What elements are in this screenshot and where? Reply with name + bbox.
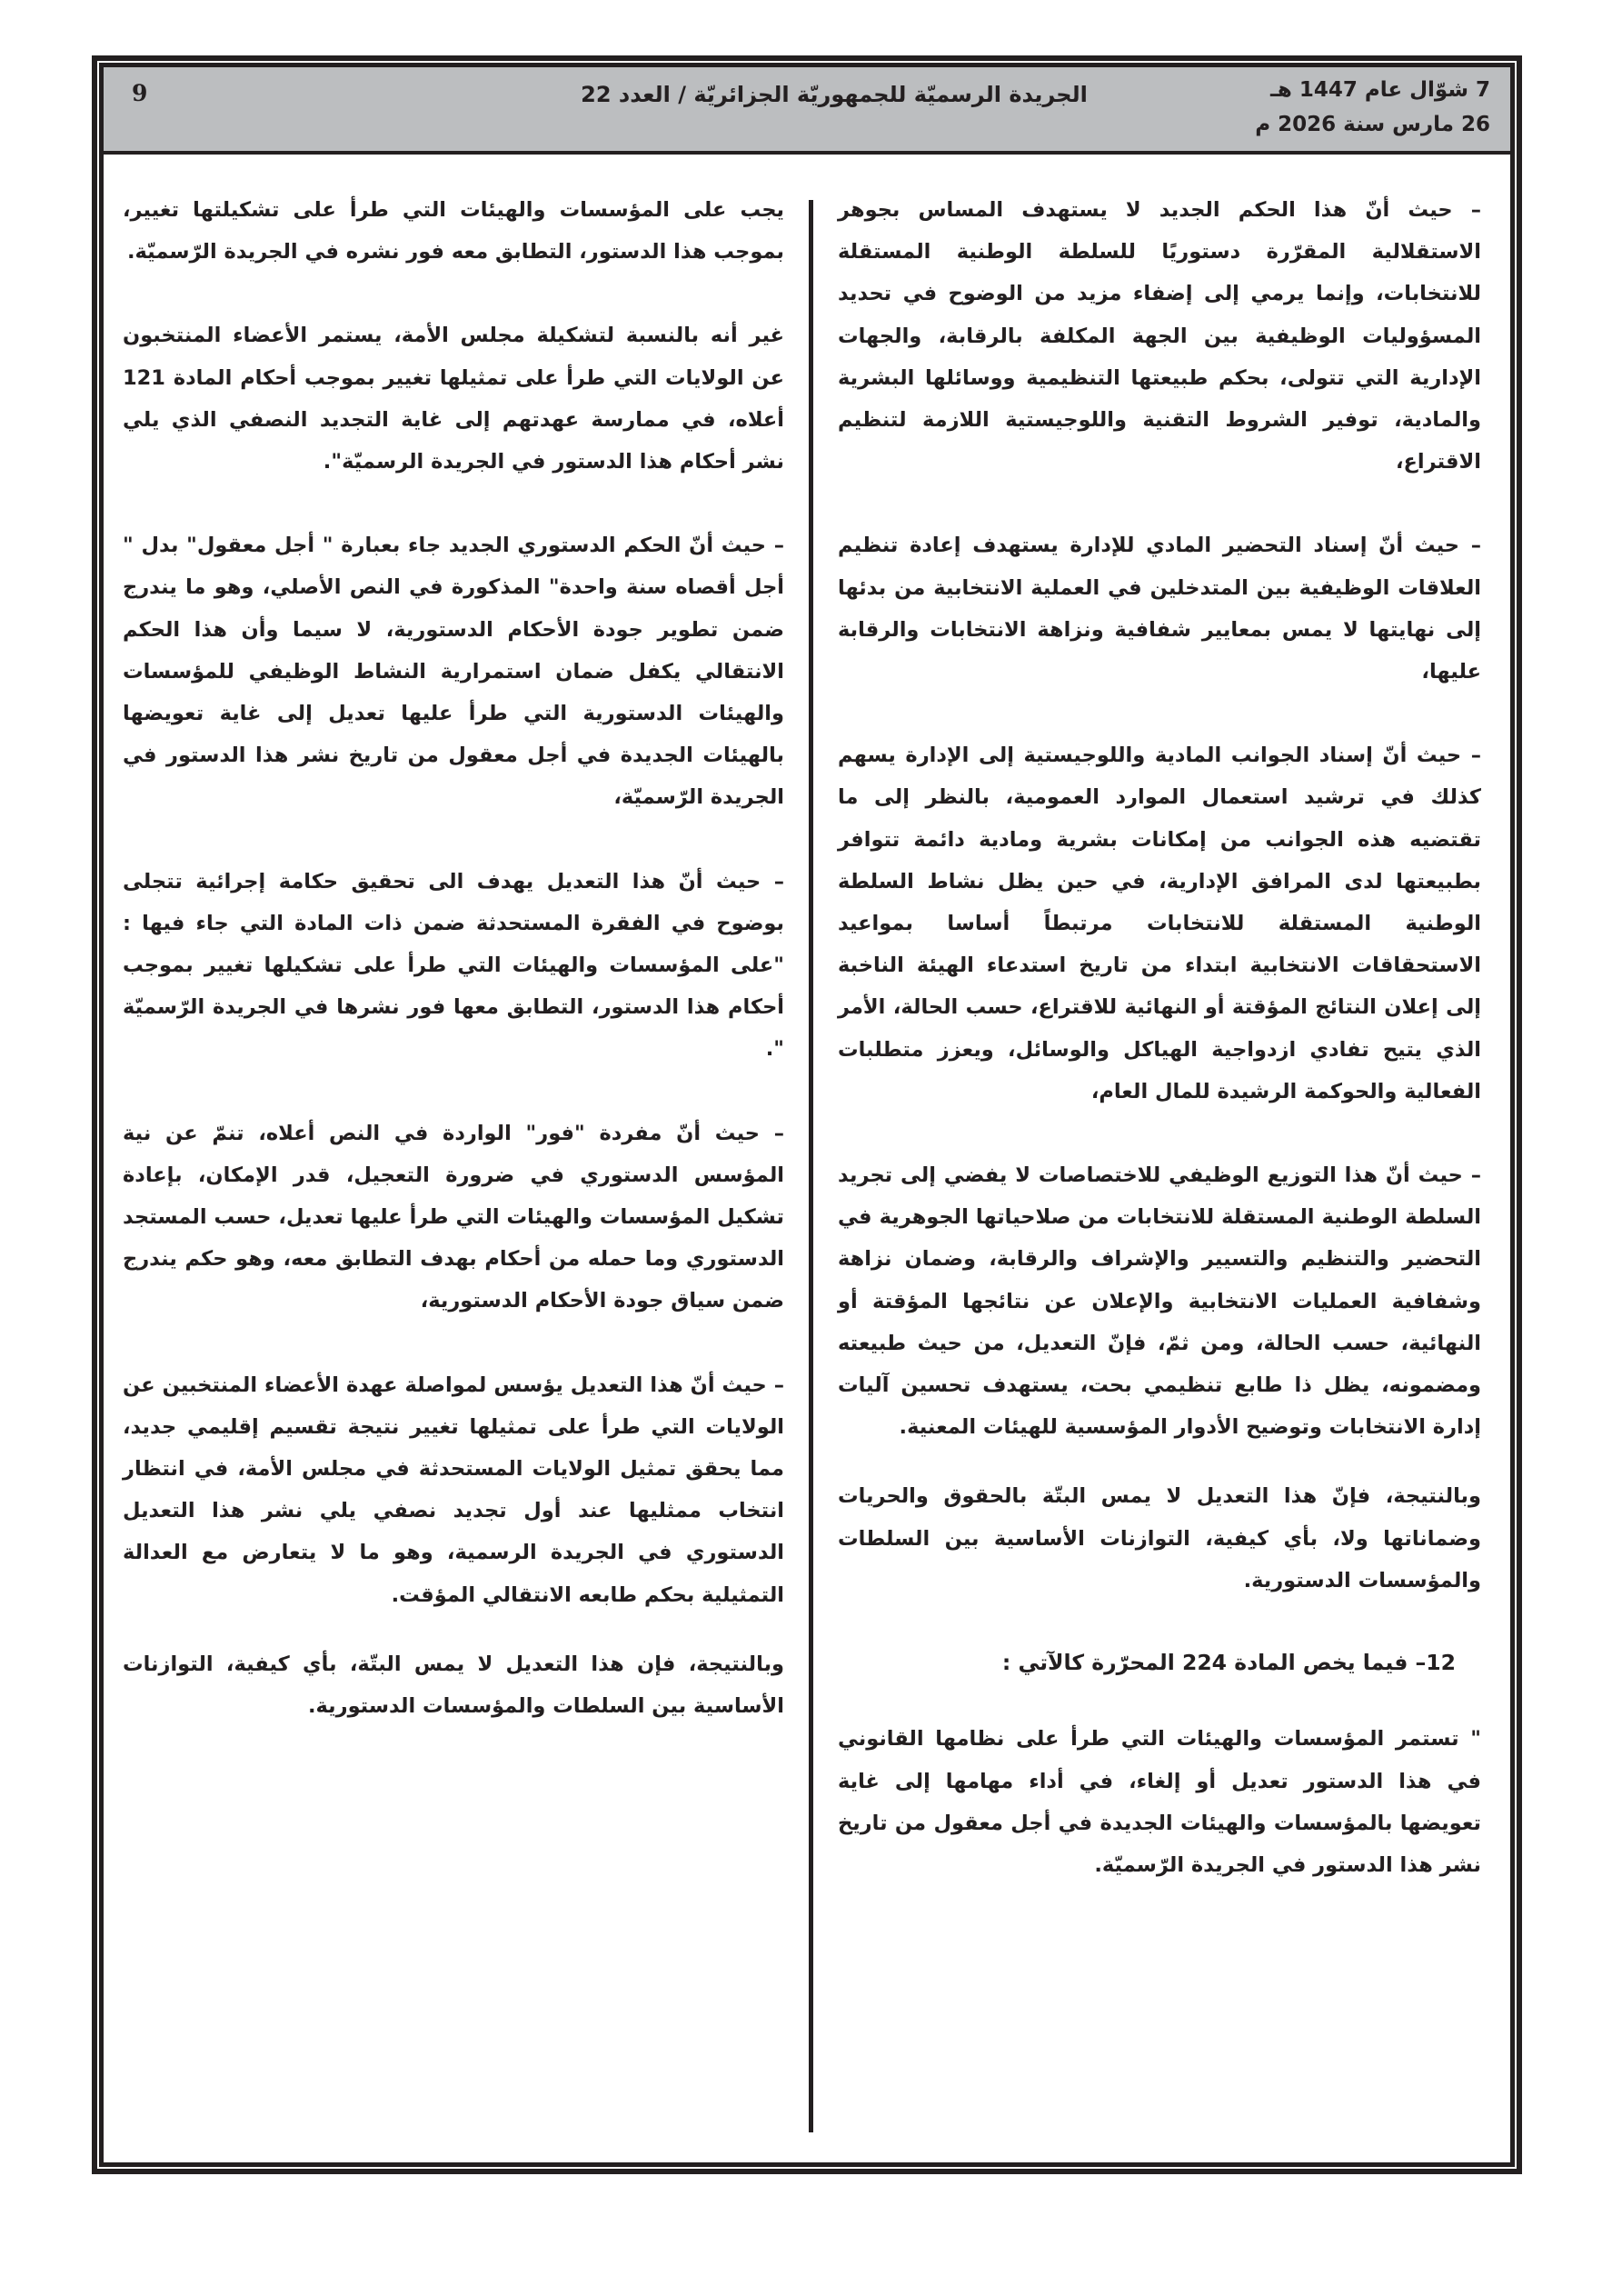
paragraph: – حيث أنّ الحكم الدستوري الجديد جاء بعبارة " أجل معقول" بدل " أجل أقصاه سنة واحدة" المذكورة في النص الأصلي، وهو ما يندرج ضمن تطوير جودة الأحكام الدستورية، لا سيما وأن هذا الحكم الانتقالي يكفل ضمان استمرارية النشاط الوظيفي للمؤسسات والهيئات الدستورية التي طرأ عليها تعديل إلى غاية تعويضها بالهيئات الجديدة في أجل معقول من تاريخ نشر هذا الدستور في الجريدة الرّسميّة، <box>123 534 784 810</box>
paragraph: – حيث أنّ هذا التعديل يؤسس لمواصلة عهدة الأعضاء المنتخبين عن الولايات التي طرأ على تمثيلها تغيير نتيجة تقسيم إقليمي جديد، مما يحقق تمثيل الولايات المستحدثة في مجلس الأمة، في انتظار انتخاب ممثليها عند أول تجديد نصفي يلي نشر هذا التعديل الدستوري في الجريدة الرسمية، وهو ما لا يتعارض مع العدالة التمثيلية بحكم طابعه الانتقالي المؤقت. <box>123 1373 784 1607</box>
paragraph: غير أنه بالنسبة لتشكيلة مجلس الأمة، يستمر الأعضاء المنتخبون عن الولايات التي طرأ على تمثيلها تغيير بموجب أحكام المادة 121 أعلاه، في ممارسة عهدتهم إلى غاية التجديد النصفي الذي يلي نشر أحكام هذا الدستور في الجريدة الرسميّة". <box>123 324 784 474</box>
column-divider <box>809 200 813 2132</box>
gazette-header <box>104 67 1510 155</box>
left-column <box>123 189 784 1727</box>
paragraph: – حيث أنّ إسناد التحضير المادي للإدارة يستهدف إعادة تنظيم العلاقات الوظيفية بين المتدخلين في العملية الانتخابية من بدئها إلى نهايتها لا يمس بمعايير شفافية ونزاهة الانتخابات والرقابة عليها، <box>838 534 1481 684</box>
paragraph: يجب على المؤسسات والهيئات التي طرأ على تشكيلتها تغيير، بموجب هذا الدستور، التطابق معه فور نشره في الجريدة الرّسميّة. <box>123 198 784 265</box>
paragraph: – حيث أنّ مفردة "فور" الواردة في النص أعلاه، تنمّ عن نية المؤسس الدستوري في ضرورة التعجيل، قدر الإمكان، بإعادة تشكيل المؤسسات والهيئات التي طرأ عليها تعديل، حسب المستجد الدستوري وما حمله من أحكام بهدف التطابق معه، وهو حكم يندرج ضمن سياق جودة الأحكام الدستورية، <box>123 1121 784 1313</box>
paragraph: وبالنتيجة، فإن هذا التعديل لا يمس البتّة، بأي كيفية، التوازنات الأساسية بين السلطات والمؤسسات الدستورية. <box>123 1652 784 1719</box>
paragraph: – حيث أنّ هذا التعديل يهدف الى تحقيق حكامة إجرائية تتجلى بوضوح في الفقرة المستحدثة ضمن ذات المادة التي جاء فيها : "على المؤسسات والهيئات التي طرأ على تشكيلها تغيير بموجب أحكام هذا الدستور، التطابق معها فور نشرها في الجريدة الرّسميّة ". <box>123 869 784 1062</box>
date-hijri: 7 شوّال عام 1447 هـ <box>1270 78 1490 102</box>
paragraph: – حيث أنّ هذا التوزيع الوظيفي للاختصاصات لا يفضي إلى تجريد السلطة الوطنية المستقلة للانتخابات من صلاحياتها الجوهرية في التحضير والتنظيم والتسيير والإشراف والرقابة، وضمان نزاهة وشفافية العمليات الانتخابية والإعلان عن نتائجها المؤقتة أو النهائية، حسب الحالة، ومن ثمّ، فإنّ التعديل، من حيث طبيعته ومضمونه، يظل ذا طابع تنظيمي بحت، يستهدف تحسين آليات إدارة الانتخابات وتوضيح الأدوار المؤسسية للهيئات المعنية. <box>838 1163 1481 1440</box>
paragraph: وبالنتيجة، فإنّ هذا التعديل لا يمس البتّة بالحقوق والحريات وضماناتها ولا، بأي كيفية، التوازنات الأساسية بين السلطات والمؤسسات الدستورية. <box>838 1484 1481 1592</box>
page-number: 9 <box>132 80 148 106</box>
quoted-article: " تستمر المؤسسات والهيئات التي طرأ على نظامها القانوني في هذا الدستور تعديل أو إلغاء، في أداء مهامها إلى غاية تعويضها بالمؤسسات والهيئات الجديدة في أجل معقول من تاريخ نشر هذا الدستور في الجريدة الرّسميّة. <box>838 1727 1481 1877</box>
date-gregorian: 26 مارس سنة 2026 م <box>1255 113 1490 136</box>
right-column <box>838 189 1481 1886</box>
paragraph: – حيث أنّ هذا الحكم الجديد لا يستهدف المساس بجوهر الاستقلالية المقرّرة دستوريًا للسلطة الوطنية المستقلة للانتخابات، وإنما يرمي إلى إضفاء مزيد من الوضوح في تحديد المسؤوليات الوظيفية بين الجهة المكلفة بالرقابة، والجهات الإدارية التي تتولى، بحكم طبيعتها التنظيمية ووسائلها البشرية والمادية، توفير الشروط التقنية واللوجيستية اللازمة لتنظيم الاقتراع، <box>838 198 1481 474</box>
gazette-title: الجريدة الرسميّة للجمهوريّة الجزائريّة / العدد 22 <box>581 82 1088 107</box>
issue-date <box>1255 73 1490 142</box>
section-heading: 12– فيما يخص المادة 224 المحرّرة كالآتي : <box>1001 1650 1456 1676</box>
paragraph: – حيث أنّ إسناد الجوانب المادية واللوجيستية إلى الإدارة يسهم كذلك في ترشيد استعمال الموارد العمومية، بالنظر إلى ما تقتضيه هذه الجوانب من إمكانات بشرية ومادية دائمة تتوافر بطبيعتها لدى المرافق الإدارية، في حين يظل نشاط السلطة الوطنية المستقلة للانتخابات مرتبطاً أساسا بمواعيد الاستحقاقات الانتخابية ابتداء من تاريخ استدعاء الهيئة الناخبة إلى إعلان النتائج المؤقتة أو النهائية للاقتراع، حسب الحالة، الأمر الذي يتيح تفادي ازدواجية الهياكل والوسائل، ويعزز متطلبات الفعالية والحوكمة الرشيدة للمال العام، <box>838 744 1481 1103</box>
